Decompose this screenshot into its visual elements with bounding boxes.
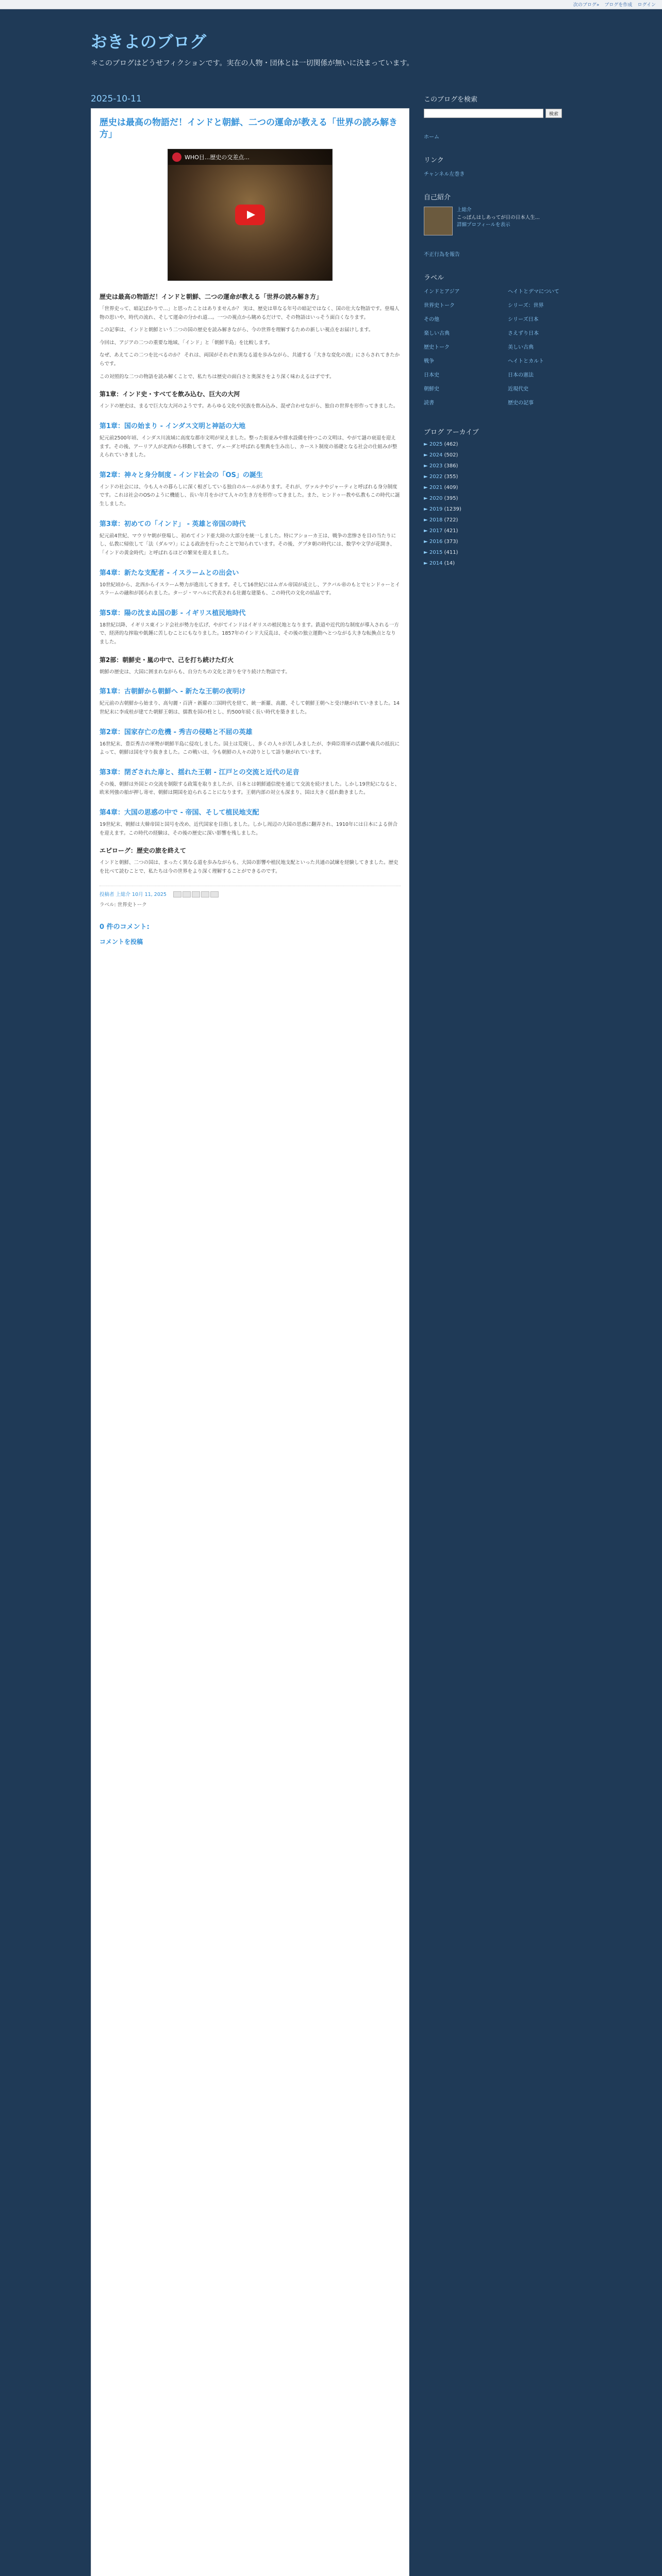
section-paragraph: 18世紀以降、イギリス東インド会社が勢力を広げ、やがてインドはイギリスの植民地となります。鉄道や近代的な制度が導入される一方で、経済的な搾取や飢饉に苦しむことにもなりました。1857年のインド大反乱は、その後の独立運動へとつながる大きな転換点となりました。 bbox=[100, 622, 399, 645]
email-share-icon[interactable] bbox=[173, 891, 181, 897]
archive-widget bbox=[424, 427, 578, 566]
section-heading: 第3章：閉ざされた扉と、揺れた王朝 - 江戸との交流と近代の足音 bbox=[100, 768, 300, 776]
epilogue-heading: エピローグ：歴史の旅を終えて bbox=[100, 847, 187, 855]
profile-title: 自己紹介 bbox=[424, 194, 451, 201]
expand-arrow-icon[interactable]: ► bbox=[424, 463, 429, 469]
post-comment-link[interactable]: コメントを投稿 bbox=[100, 938, 143, 945]
expand-arrow-icon[interactable]: ► bbox=[424, 561, 429, 566]
sidebar-home-link[interactable]: ホーム bbox=[424, 134, 439, 140]
contact-widget bbox=[424, 250, 578, 258]
labels-column-left bbox=[424, 287, 494, 412]
epilogue-paragraph: インドと朝鮮、二つの国は、まったく異なる道を歩みながらも、大国の影響や植民地支配といった共通の試練を経験してきました。歴史を比べて読むことで、私たちは今の世界をより深く理解することができるのです。 bbox=[100, 860, 399, 874]
archive-item[interactable] bbox=[424, 506, 578, 512]
labels-widget bbox=[424, 272, 578, 412]
profile-name[interactable]: 上総介 bbox=[457, 207, 472, 213]
intro-paragraph: この記事は、インドと朝鮮という二つの国の歴史を読み解きながら、今の世界を理解するための新しい視点をお届けします。 bbox=[100, 327, 374, 333]
label-link[interactable]: 朝鮮史 bbox=[424, 386, 439, 392]
sidebar bbox=[424, 94, 578, 581]
archive-year[interactable]: 2022 bbox=[429, 474, 443, 480]
post-card bbox=[91, 108, 409, 2576]
intro-paragraph: 「世界史って、暗記ばかりで…」と思ったことはありませんか？ 実は、歴史は単なる年号の暗記ではなく、国の壮大な物語です。登場人物の思いや、時代の流れ、そして運命の分かれ道…。一つの視点から眺めるだけで、その物語はいっそう面白くなります。 bbox=[100, 306, 400, 320]
navbar-login[interactable]: ログイン bbox=[637, 3, 656, 8]
archive-count: (411) bbox=[444, 550, 458, 555]
label-link[interactable]: ヘイトとカルト bbox=[508, 359, 544, 364]
archive-count: (386) bbox=[444, 463, 458, 469]
profile-widget bbox=[424, 192, 578, 235]
section-paragraph: 紀元前2500年頃、インダス川流域に高度な都市文明が栄えました。整った街並みや排水設備を持つこの文明は、やがて謎の衰退を迎えます。その後、アーリア人が北西から移動してきて、ヴェーダと呼ばれる聖典を生み出し、カースト制度の基礎となる社会の仕組みが整えられていきました。 bbox=[100, 435, 398, 459]
intro-paragraph: なぜ、あえてこの二つを比べるのか？ それは、両国がそれぞれ異なる道を歩みながら、共通する「大きな変化の波」にさらされてきたからです。 bbox=[100, 352, 400, 367]
label-link[interactable]: シリーズ：世界 bbox=[508, 303, 544, 309]
expand-arrow-icon[interactable]: ► bbox=[424, 496, 429, 501]
section-heading: 第1章：国の始まり - インダス文明と神話の大地 bbox=[100, 422, 245, 430]
archive-count: (409) bbox=[444, 485, 458, 490]
archive-year[interactable]: 2018 bbox=[429, 517, 443, 523]
expand-arrow-icon[interactable]: ► bbox=[424, 506, 429, 512]
expand-arrow-icon[interactable]: ► bbox=[424, 528, 429, 534]
channel-avatar-icon bbox=[172, 152, 181, 162]
blogger-navbar bbox=[0, 0, 662, 9]
navbar-create-blog[interactable]: ブログを作成 bbox=[604, 3, 633, 8]
label-link[interactable]: 歴史トーク bbox=[424, 345, 450, 350]
embedded-video[interactable] bbox=[168, 149, 333, 281]
archive-item[interactable] bbox=[424, 496, 578, 501]
video-title-bar bbox=[168, 149, 332, 165]
archive-year[interactable]: 2016 bbox=[429, 539, 443, 545]
section-paragraph: 紀元前の古朝鮮から始まり、高句麗・百済・新羅の三国時代を経て、統一新羅、高麗、そして朝鮮王朝へと受け継がれていきました。14世紀末に李成桂が建てた朝鮮王朝は、儒教を国の柱とし、約500年続く長い時代を築きました。 bbox=[100, 701, 400, 715]
expand-arrow-icon[interactable]: ► bbox=[424, 442, 429, 447]
article-sections bbox=[100, 389, 401, 838]
archive-year[interactable]: 2020 bbox=[429, 496, 443, 501]
content-wrapper bbox=[91, 94, 586, 945]
label-link[interactable]: 歴史の記事 bbox=[508, 400, 534, 406]
blog-title[interactable]: おきよのブログ bbox=[91, 32, 207, 52]
labels-title: ラベル bbox=[424, 274, 444, 282]
section-paragraph: 朝鮮の歴史は、大国に囲まれながらも、自分たちの文化と誇りを守り続けた物語です。 bbox=[100, 669, 290, 675]
links-title: リンク bbox=[424, 157, 444, 164]
expand-arrow-icon[interactable]: ► bbox=[424, 517, 429, 523]
section-heading: 第1章：インド史・すべてを飲み込む、巨大の大河 bbox=[100, 391, 240, 398]
search-button[interactable]: 検索 bbox=[545, 109, 562, 118]
archive-item[interactable] bbox=[424, 528, 578, 534]
archive-year[interactable]: 2014 bbox=[429, 561, 443, 566]
archive-count: (14) bbox=[444, 561, 455, 566]
archive-item[interactable] bbox=[424, 517, 578, 523]
archive-item[interactable] bbox=[424, 550, 578, 555]
facebook-share-icon[interactable] bbox=[201, 891, 209, 897]
label-link[interactable]: インドとアジア bbox=[424, 289, 460, 295]
sidebar-link[interactable]: チャンネル左巻き bbox=[424, 172, 465, 177]
archive-item[interactable] bbox=[424, 463, 578, 469]
archive-count: (421) bbox=[444, 528, 458, 534]
label-link[interactable]: ヘイトとデマについて bbox=[508, 289, 559, 295]
archive-year[interactable]: 2019 bbox=[429, 506, 443, 512]
label-link[interactable]: 日本史 bbox=[424, 372, 439, 378]
play-button-icon[interactable] bbox=[235, 205, 265, 225]
comments-title: 0 件のコメント: bbox=[100, 923, 150, 931]
section-paragraph: インドの社会には、今も人々の暮らしに深く根ざしている独自のルールがあります。それが、ヴァルナやジャーティと呼ばれる身分制度です。これは社会のOSのように機能し、長い年月をかけて人々の生き方を形作ってきました。また、ヒンドゥー教や仏教もこの時代に誕生しました。 bbox=[100, 484, 400, 507]
archive-count: (355) bbox=[444, 474, 458, 480]
search-widget bbox=[424, 94, 578, 118]
archive-item[interactable] bbox=[424, 442, 578, 447]
label-link[interactable]: 近現代史 bbox=[508, 386, 528, 392]
intro-paragraph: 今回は、アジアの二つの重要な地域、「インド」と「朝鮮半島」を比較します。 bbox=[100, 340, 273, 346]
archive-year[interactable]: 2024 bbox=[429, 452, 443, 458]
archive-item[interactable] bbox=[424, 485, 578, 490]
section-heading: 第3章：初めての「インド」 - 英雄と帝国の時代 bbox=[100, 520, 246, 528]
article-heading: 歴史は最高の物語だ！インドと朝鮮、二つの運命が教える「世界の読み解き方」 bbox=[100, 293, 323, 300]
section-paragraph: その後、朝鮮は外国との交流を制限する政策を取りましたが、日本とは朝鮮通信使を通じて交流を続けました。しかし19世紀になると、欧米列強の船が押し寄せ、朝鮮は開国を迫られることになります。王朝内部の対立も深まり、国は大きく揺れ動きました。 bbox=[100, 781, 400, 796]
post-title[interactable]: 歴史は最高の物語だ！インドと朝鮮、二つの運命が教える「世界の読み解き方」 bbox=[100, 117, 398, 140]
section-heading: 第2章：国家存亡の危機 - 秀吉の侵略と不屈の英雄 bbox=[100, 728, 253, 736]
archive-item[interactable] bbox=[424, 474, 578, 480]
section-paragraph: インドの歴史は、まるで巨大な大河のようです。あらゆる文化や民族を飲み込み、混ぜ合わせながら、独自の世界を形作ってきました。 bbox=[100, 403, 399, 410]
archive-year[interactable]: 2015 bbox=[429, 550, 443, 555]
section-heading: 第1章：古朝鮮から朝鮮へ - 新たな王朝の夜明け bbox=[100, 688, 246, 696]
report-abuse-link[interactable]: 不正行為を報告 bbox=[424, 252, 460, 258]
section-paragraph: 16世紀末、豊臣秀吉の軍勢が朝鮮半島に侵攻しました。国土は荒廃し、多くの人々が苦しみましたが、李舜臣将軍の活躍や義兵の抵抗によって、朝鮮は国を守り抜きました。この戦いは、今も朝鮮の人々の誇りとして語り継がれています。 bbox=[100, 741, 400, 756]
profile-text: こっぽんはしあってが日の日本人生... bbox=[457, 214, 540, 221]
post-author-link[interactable]: 投稿者 上総介 10月 11, 2025 bbox=[100, 891, 167, 897]
section-heading: 第4章：新たな支配者 - イスラームとの出会い bbox=[100, 569, 239, 577]
label-link[interactable]: シリーズ日本 bbox=[508, 317, 539, 323]
blog-description: ＊このブログはどうせフィクションです。実在の人物・団体とは一切関係が無いに決まっています。 bbox=[91, 59, 414, 67]
expand-arrow-icon[interactable]: ► bbox=[424, 474, 429, 480]
search-title: このブログを検索 bbox=[424, 96, 478, 104]
navbar-next-blog[interactable]: 次のブログ» bbox=[573, 3, 600, 8]
blog-share-icon[interactable] bbox=[183, 891, 191, 897]
archive-year[interactable]: 2025 bbox=[429, 442, 443, 447]
post-labels[interactable]: ラベル: 世界史トーク bbox=[100, 902, 147, 908]
expand-arrow-icon[interactable]: ► bbox=[424, 550, 429, 555]
label-link[interactable]: 美しい古典 bbox=[508, 345, 534, 350]
expand-arrow-icon[interactable]: ► bbox=[424, 452, 429, 458]
post-footer bbox=[100, 886, 401, 908]
section-heading: 第5章：陽の沈まぬ国の影 - イギリス植民地時代 bbox=[100, 609, 246, 617]
expand-arrow-icon[interactable]: ► bbox=[424, 539, 429, 545]
archive-year[interactable]: 2021 bbox=[429, 485, 443, 490]
section-paragraph: 紀元前4世紀、マウリヤ朝が登場し、初めてインド亜大陸の大部分を統一しました。特にアショーカ王は、戦争の悲惨さを目の当たりにし、仏教に帰依して「法（ダルマ）」による政治を行ったことで知られています。その後、グプタ朝の時代には、数学や文学が花開き、「インドの黄金時代」と呼ばれるほどの繁栄を迎えました。 bbox=[100, 533, 396, 556]
labels-column-right bbox=[508, 287, 578, 412]
label-link[interactable]: 世界史トーク bbox=[424, 303, 455, 309]
intro-paragraph: この対照的な二つの物語を読み解くことで、私たちは歴史の面白さと奥深さをより深く味わえるはずです。 bbox=[100, 374, 335, 380]
video-title: WHO目...歴史の交差点... bbox=[185, 154, 250, 161]
archive-list bbox=[424, 442, 578, 566]
archive-year[interactable]: 2023 bbox=[429, 463, 443, 469]
section-heading: 第4章：大国の思惑の中で - 帝国、そして植民地支配 bbox=[100, 809, 259, 817]
share-icons bbox=[173, 891, 219, 897]
search-input[interactable] bbox=[424, 109, 543, 118]
label-link[interactable]: その他 bbox=[424, 317, 439, 323]
archive-year[interactable]: 2017 bbox=[429, 528, 443, 534]
archive-item[interactable] bbox=[424, 561, 578, 566]
archive-count: (395) bbox=[444, 496, 458, 501]
label-link[interactable]: さえずり日本 bbox=[508, 331, 539, 336]
label-link[interactable]: 楽しい古典 bbox=[424, 331, 450, 336]
archive-count: (502) bbox=[444, 452, 458, 458]
x-share-icon[interactable] bbox=[192, 891, 200, 897]
section-heading: 第2部：朝鮮史・嵐の中で、己を打ち続けた灯火 bbox=[100, 656, 234, 664]
archive-item[interactable] bbox=[424, 452, 578, 458]
section-paragraph: 10世紀頃から、北西からイスラーム勢力が進出してきます。そして16世紀にはムガル帝国が成立し、アクバル帝のもとでヒンドゥーとイスラームの融和が図られました。タージ・マハルに代表される壮麗な建築も、この時代の文化の結晶です。 bbox=[100, 582, 400, 597]
archive-count: (462) bbox=[444, 442, 458, 447]
archive-count: (373) bbox=[444, 539, 458, 545]
archive-title: ブログ アーカイブ bbox=[424, 429, 479, 436]
post-date: 2025-10-11 bbox=[91, 94, 142, 104]
label-link[interactable]: 戦争 bbox=[424, 359, 434, 364]
home-widget bbox=[424, 132, 578, 140]
profile-link[interactable]: 詳細プロフィールを表示 bbox=[457, 222, 510, 228]
archive-item[interactable] bbox=[424, 539, 578, 545]
label-link[interactable]: 読書 bbox=[424, 400, 434, 406]
section-paragraph: 19世紀末、朝鮮は大韓帝国と国号を改め、近代国家を目指しました。しかし周辺の大国の思惑に翻弄され、1910年には日本による併合を迎えます。この時代の経験は、その後の歴史に深い影響を残しました。 bbox=[100, 822, 398, 836]
archive-count: (722) bbox=[444, 517, 458, 523]
archive-count: (1239) bbox=[444, 506, 461, 512]
label-link[interactable]: 日本の憲法 bbox=[508, 372, 534, 378]
section-heading: 第2章：神々と身分制度 - インド社会の「OS」の誕生 bbox=[100, 471, 263, 479]
pinterest-share-icon[interactable] bbox=[210, 891, 219, 897]
blog-header bbox=[0, 9, 662, 68]
expand-arrow-icon[interactable]: ► bbox=[424, 485, 429, 490]
links-widget bbox=[424, 155, 578, 177]
avatar[interactable] bbox=[424, 207, 453, 235]
